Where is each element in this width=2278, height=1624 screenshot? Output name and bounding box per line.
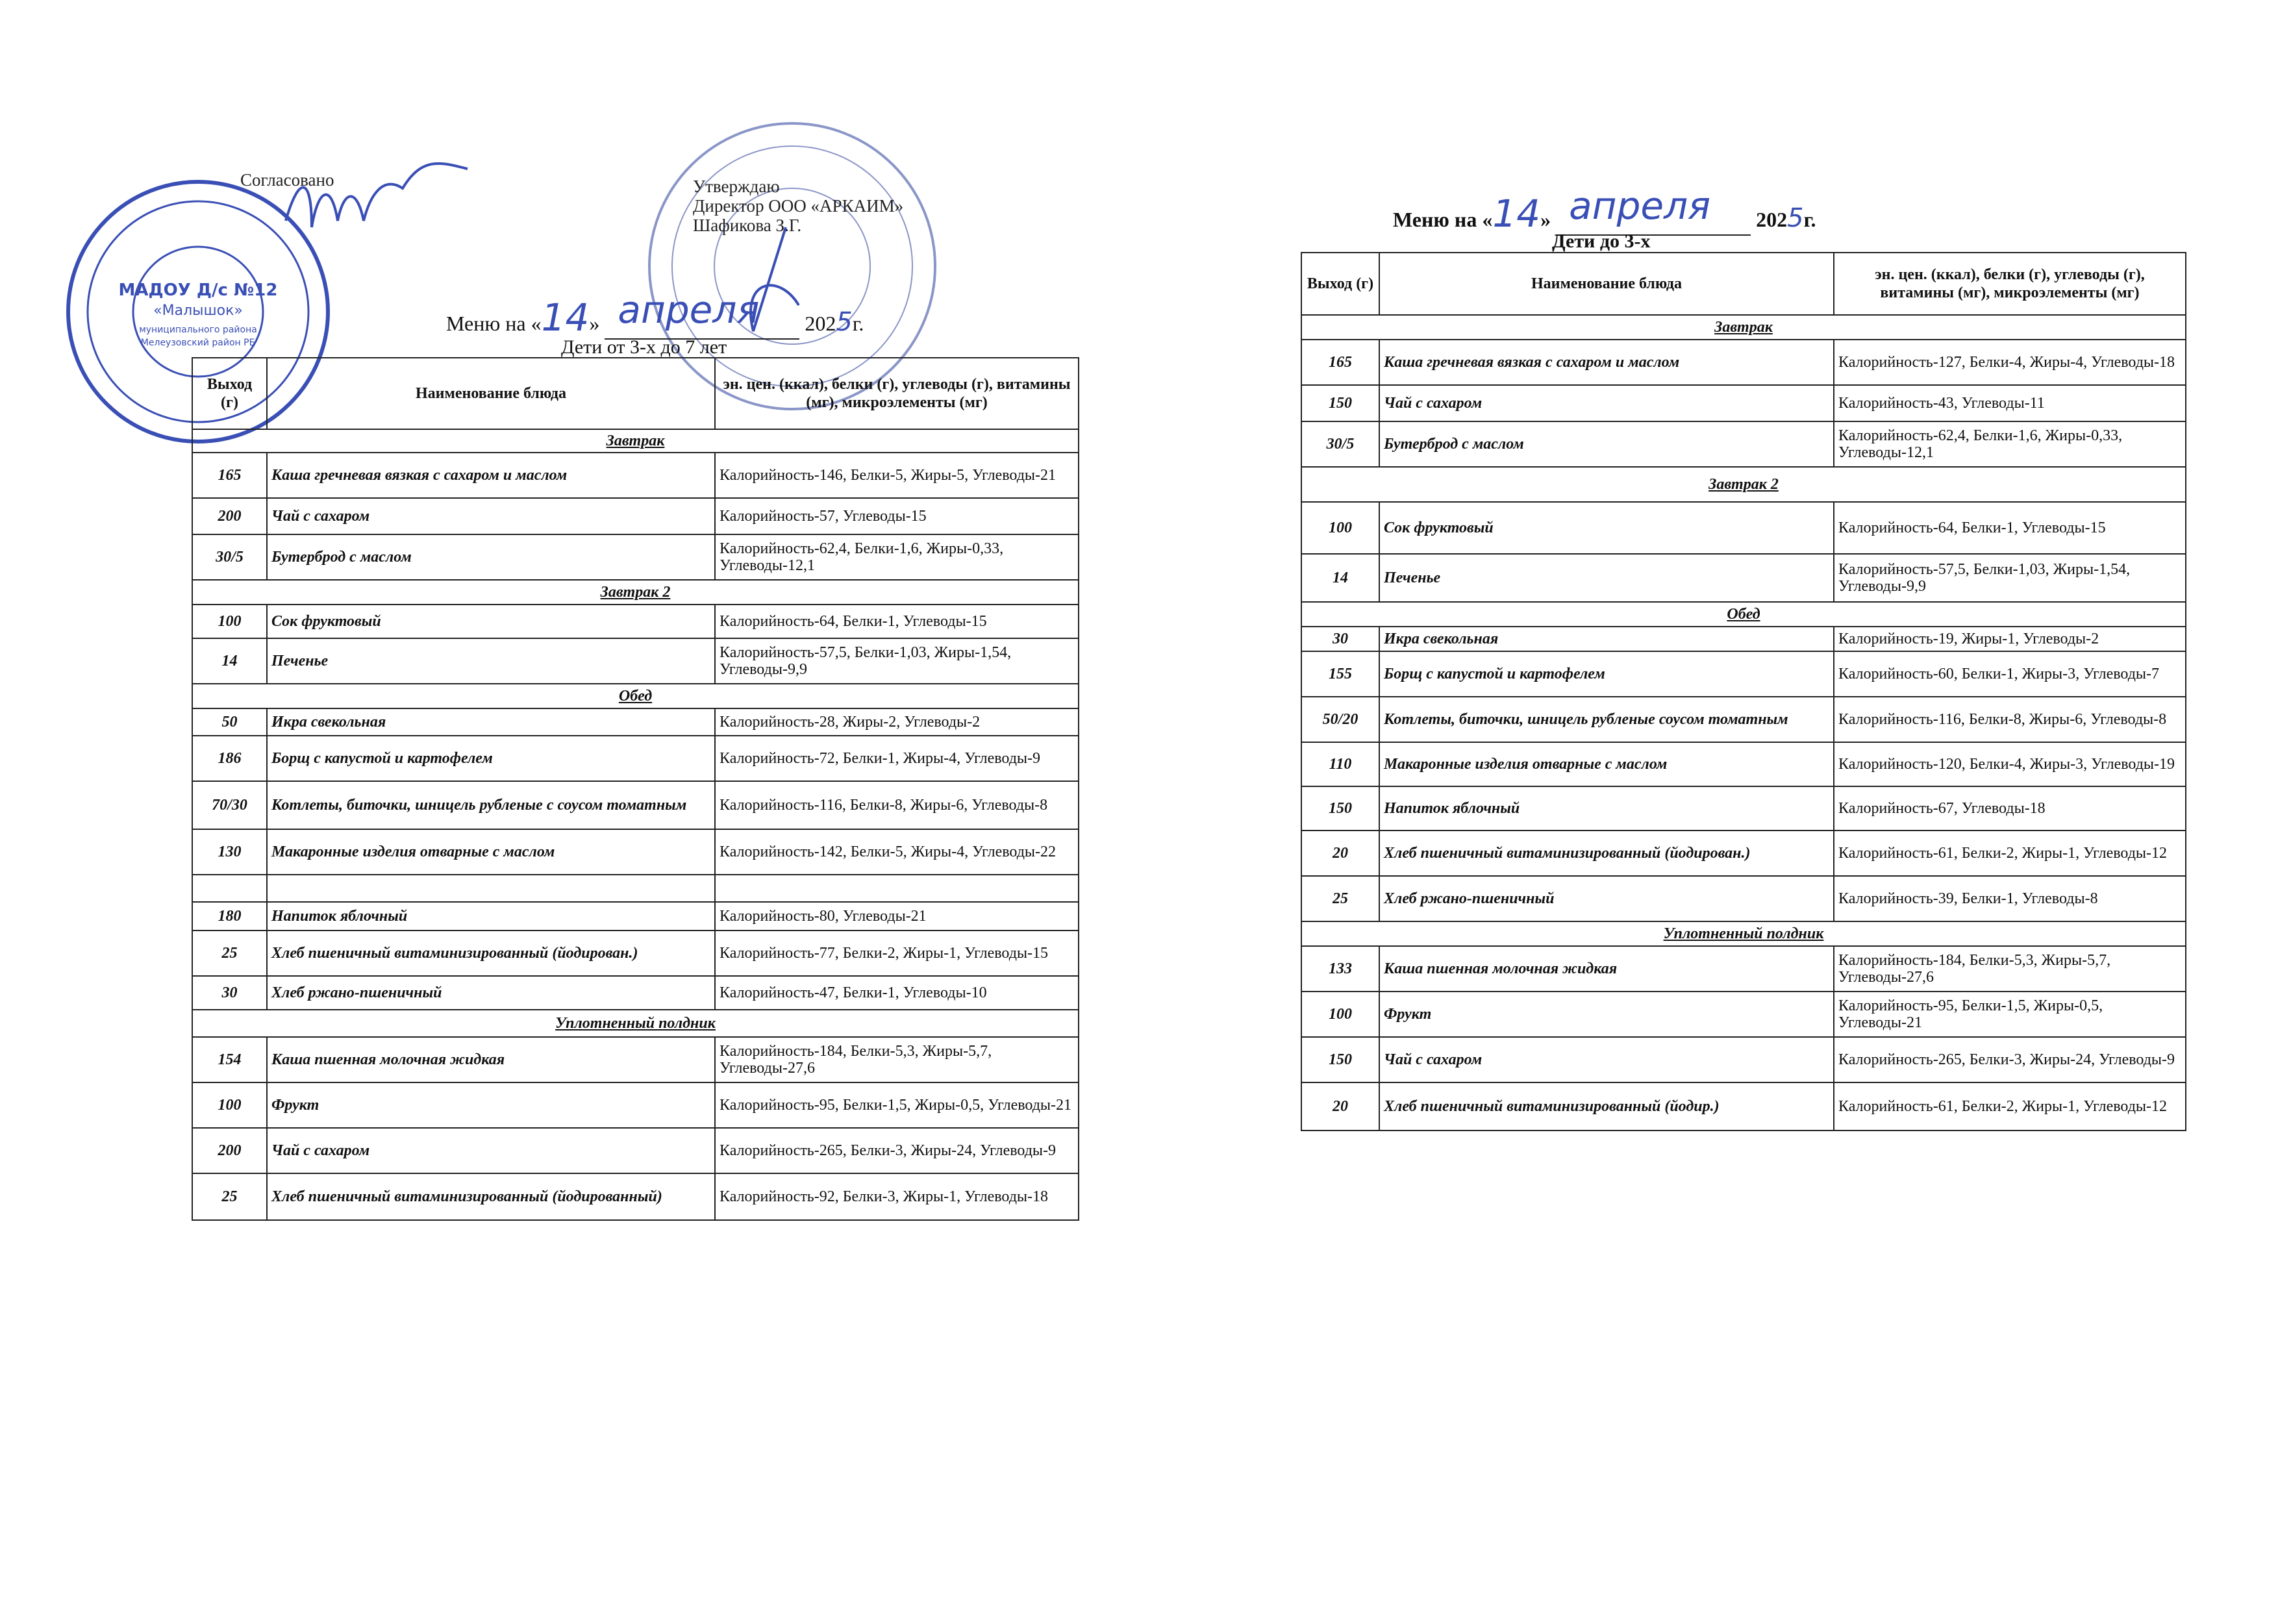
nutrition-cell: Калорийность-80, Углеводы-21 [715, 902, 1079, 931]
nutrition-cell: Калорийность-92, Белки-3, Жиры-1, Углеводы-18 [715, 1173, 1079, 1220]
dish-cell: Каша гречневая вязкая с сахаром и маслом [1379, 340, 1834, 385]
dish-cell: Каша пшенная молочная жидкая [1379, 946, 1834, 992]
left-menu-prefix: Меню на « [446, 312, 542, 335]
svg-text:МАДОУ Д/с №12: МАДОУ Д/с №12 [118, 281, 278, 300]
section-row [192, 429, 1079, 453]
right-date-suffix: 202 [1756, 208, 1788, 231]
left-date-mid: » [589, 312, 600, 335]
nutrition-cell [715, 875, 1079, 902]
table-row [1301, 385, 2186, 421]
right-header-row [1301, 253, 2186, 315]
left-month-line [605, 288, 799, 340]
dish-cell: Хлеб пшеничный витаминизированный (йодирован.) [267, 931, 715, 976]
output-cell: 100 [192, 1082, 267, 1128]
dish-cell: Чай с сахаром [267, 1128, 715, 1173]
nutrition-cell: Калорийность-39, Белки-1, Углеводы-8 [1834, 876, 2186, 921]
nutrition-cell: Калорийность-62,4, Белки-1,6, Жиры-0,33, Углеводы-12,1 [1834, 421, 2186, 467]
table-row [192, 1173, 1079, 1220]
table-row [1301, 340, 2186, 385]
section-title: Обед [192, 684, 1079, 708]
right-subtitle: Дети до 3-х [1552, 231, 1651, 252]
table-row [192, 781, 1079, 829]
right-date-mid: » [1540, 208, 1551, 231]
table-row [1301, 502, 2186, 554]
table-row [1301, 742, 2186, 786]
left-date-suffix: 202 [805, 312, 836, 335]
dish-cell: Напиток яблочный [267, 902, 715, 931]
svg-text:Мелеузовский район РБ: Мелеузовский район РБ [140, 338, 256, 348]
output-cell: 130 [192, 829, 267, 875]
nutrition-cell: Калорийность-116, Белки-8, Жиры-6, Углеводы-8 [1834, 697, 2186, 742]
dish-cell: Каша пшенная молочная жидкая [267, 1037, 715, 1082]
right-date-month: апреля [1569, 184, 1711, 228]
table-row [1301, 1037, 2186, 1082]
table-row [1301, 421, 2186, 467]
table-row [1301, 946, 2186, 992]
output-cell: 133 [1301, 946, 1379, 992]
output-cell: 200 [192, 498, 267, 534]
section-row [1301, 315, 2186, 340]
output-cell: 25 [192, 931, 267, 976]
output-cell: 14 [1301, 554, 1379, 602]
table-row [192, 605, 1079, 638]
nutrition-cell: Калорийность-62,4, Белки-1,6, Жиры-0,33, Углеводы-12,1 [715, 534, 1079, 580]
output-cell: 70/30 [192, 781, 267, 829]
output-cell [192, 875, 267, 902]
nutrition-cell: Калорийность-184, Белки-5,3, Жиры-5,7, Углеводы-27,6 [715, 1037, 1079, 1082]
table-row [1301, 876, 2186, 921]
nutrition-cell: Калорийность-60, Белки-1, Жиры-3, Углеводы-7 [1834, 651, 2186, 697]
dish-cell: Макаронные изделия отварные с маслом [1379, 742, 1834, 786]
left-date-day: 14 [541, 295, 590, 340]
output-cell: 186 [192, 736, 267, 781]
left-header-row [192, 358, 1079, 429]
section-row [1301, 921, 2186, 946]
right-menu-heading [1393, 184, 1816, 236]
dish-cell: Бутерброд с маслом [1379, 421, 1834, 467]
output-cell: 30 [1301, 627, 1379, 651]
left-year-end: г. [852, 312, 864, 335]
dish-cell: Фрукт [267, 1082, 715, 1128]
right-header-output: Выход (г) [1301, 253, 1379, 315]
dish-cell: Чай с сахаром [1379, 1037, 1834, 1082]
table-row [192, 931, 1079, 976]
nutrition-cell: Калорийность-61, Белки-2, Жиры-1, Углеводы-12 [1834, 831, 2186, 876]
table-row [192, 976, 1079, 1010]
dish-cell: Напиток яблочный [1379, 786, 1834, 831]
output-cell: 30 [192, 976, 267, 1010]
output-cell: 165 [1301, 340, 1379, 385]
nutrition-cell: Калорийность-265, Белки-3, Жиры-24, Углеводы-9 [1834, 1037, 2186, 1082]
table-row [1301, 697, 2186, 742]
approval-block [693, 177, 903, 235]
svg-text:«Малышок»: «Малышок» [153, 303, 243, 319]
dish-cell: Сок фруктовый [267, 605, 715, 638]
output-cell: 100 [192, 605, 267, 638]
section-title: Завтрак [192, 429, 1079, 453]
nutrition-cell: Калорийность-127, Белки-4, Жиры-4, Углеводы-18 [1834, 340, 2186, 385]
output-cell: 20 [1301, 1082, 1379, 1131]
dish-cell: Хлеб ржано-пшеничный [1379, 876, 1834, 921]
output-cell: 30/5 [1301, 421, 1379, 467]
nutrition-cell: Калорийность-57,5, Белки-1,03, Жиры-1,54, Углеводы-9,9 [1834, 554, 2186, 602]
dish-cell: Икра свекольная [267, 708, 715, 736]
table-row [192, 1082, 1079, 1128]
dish-cell: Икра свекольная [1379, 627, 1834, 651]
table-row [192, 902, 1079, 931]
svg-text:муниципального района: муниципального района [139, 325, 257, 335]
table-row [192, 736, 1079, 781]
section-row [192, 580, 1079, 605]
left-menu-heading [446, 288, 864, 340]
table-row [192, 708, 1079, 736]
output-cell: 25 [1301, 876, 1379, 921]
table-row [1301, 651, 2186, 697]
output-cell: 200 [192, 1128, 267, 1173]
table-row [1301, 627, 2186, 651]
director-line: Директор ООО «АРКАИМ» [693, 196, 904, 216]
section-row [1301, 467, 2186, 502]
output-cell: 25 [192, 1173, 267, 1220]
table-row [192, 638, 1079, 684]
output-cell: 150 [1301, 786, 1379, 831]
output-cell: 30/5 [192, 534, 267, 580]
output-cell: 150 [1301, 1037, 1379, 1082]
table-row [192, 1037, 1079, 1082]
dish-cell: Чай с сахаром [1379, 385, 1834, 421]
table-row [1301, 786, 2186, 831]
dish-cell: Хлеб пшеничный витаминизированный (йодированный) [267, 1173, 715, 1220]
table-row [1301, 831, 2186, 876]
right-date-day: 14 [1492, 192, 1541, 236]
nutrition-cell: Калорийность-95, Белки-1,5, Жиры-0,5, Углеводы-21 [715, 1082, 1079, 1128]
table-row [192, 875, 1079, 902]
output-cell: 150 [1301, 385, 1379, 421]
section-title: Уплотненный полдник [1301, 921, 2186, 946]
nutrition-cell: Калорийность-64, Белки-1, Углеводы-15 [1834, 502, 2186, 554]
output-cell: 100 [1301, 992, 1379, 1037]
dish-cell: Макаронные изделия отварные с маслом [267, 829, 715, 875]
right-year-end: г. [1803, 208, 1816, 231]
dish-cell: Хлеб ржано-пшеничный [267, 976, 715, 1010]
output-cell: 14 [192, 638, 267, 684]
section-title: Завтрак 2 [192, 580, 1079, 605]
output-cell: 180 [192, 902, 267, 931]
nutrition-cell: Калорийность-57, Углеводы-15 [715, 498, 1079, 534]
section-title: Завтрак 2 [1301, 467, 2186, 502]
section-title: Обед [1301, 602, 2186, 627]
left-menu-table [192, 357, 1079, 1221]
nutrition-cell: Калорийность-61, Белки-2, Жиры-1, Углеводы-12 [1834, 1082, 2186, 1131]
nutrition-cell: Калорийность-28, Жиры-2, Углеводы-2 [715, 708, 1079, 736]
section-row [192, 684, 1079, 708]
dish-cell [267, 875, 715, 902]
dish-cell: Фрукт [1379, 992, 1834, 1037]
section-title: Завтрак [1301, 315, 2186, 340]
left-signature [273, 149, 481, 253]
output-cell: 110 [1301, 742, 1379, 786]
nutrition-cell: Калорийность-72, Белки-1, Жиры-4, Углеводы-9 [715, 736, 1079, 781]
output-cell: 50 [192, 708, 267, 736]
dish-cell: Хлеб пшеничный витаминизированный (йодир.) [1379, 1082, 1834, 1131]
left-subtitle: Дети от 3-х до 7 лет [561, 336, 727, 358]
nutrition-cell: Калорийность-146, Белки-5, Жиры-5, Углеводы-21 [715, 453, 1079, 498]
dish-cell: Хлеб пшеничный витаминизированный (йодирован.) [1379, 831, 1834, 876]
output-cell: 100 [1301, 502, 1379, 554]
right-menu-table [1301, 252, 2186, 1131]
nutrition-cell: Калорийность-95, Белки-1,5, Жиры-0,5, Углеводы-21 [1834, 992, 2186, 1037]
section-title: Уплотненный полдник [192, 1010, 1079, 1037]
dish-cell: Борщ с капустой и картофелем [1379, 651, 1834, 697]
table-row [192, 534, 1079, 580]
nutrition-cell: Калорийность-120, Белки-4, Жиры-3, Углеводы-19 [1834, 742, 2186, 786]
nutrition-cell: Калорийность-19, Жиры-1, Углеводы-2 [1834, 627, 2186, 651]
output-cell: 50/20 [1301, 697, 1379, 742]
dish-cell: Котлеты, биточки, шницель рубленые с соусом томатным [267, 781, 715, 829]
nutrition-cell: Калорийность-57,5, Белки-1,03, Жиры-1,54, Углеводы-9,9 [715, 638, 1079, 684]
left-header-dish: Наименование блюда [267, 358, 715, 429]
approve-label: Утверждаю [693, 177, 780, 196]
left-header-nutrition: эн. цен. (ккал), белки (г), углеводы (г), витамины (мг), микроэлементы (мг) [715, 358, 1079, 429]
agreed-label: Согласовано [240, 170, 334, 190]
nutrition-cell: Калорийность-47, Белки-1, Углеводы-10 [715, 976, 1079, 1010]
left-year-digit: 5 [836, 307, 853, 337]
left-header-output: Выход (г) [192, 358, 267, 429]
nutrition-cell: Калорийность-43, Углеводы-11 [1834, 385, 2186, 421]
table-row [192, 498, 1079, 534]
nutrition-cell: Калорийность-142, Белки-5, Жиры-4, Углеводы-22 [715, 829, 1079, 875]
dish-cell: Чай с сахаром [267, 498, 715, 534]
dish-cell: Борщ с капустой и картофелем [267, 736, 715, 781]
nutrition-cell: Калорийность-64, Белки-1, Углеводы-15 [715, 605, 1079, 638]
nutrition-cell: Калорийность-265, Белки-3, Жиры-24, Углеводы-9 [715, 1128, 1079, 1173]
table-row [1301, 1082, 2186, 1131]
table-row [192, 829, 1079, 875]
table-row [192, 453, 1079, 498]
nutrition-cell: Калорийность-116, Белки-8, Жиры-6, Углеводы-8 [715, 781, 1079, 829]
table-row [1301, 554, 2186, 602]
output-cell: 154 [192, 1037, 267, 1082]
nutrition-cell: Калорийность-184, Белки-5,3, Жиры-5,7, Углеводы-27,6 [1834, 946, 2186, 992]
dish-cell: Котлеты, биточки, шницель рубленые соусом томатным [1379, 697, 1834, 742]
dish-cell: Печенье [267, 638, 715, 684]
nutrition-cell: Калорийность-77, Белки-2, Жиры-1, Углеводы-15 [715, 931, 1079, 976]
dish-cell: Бутерброд с маслом [267, 534, 715, 580]
section-row [192, 1010, 1079, 1037]
right-header-nutrition: эн. цен. (ккал), белки (г), углеводы (г), витамины (мг), микроэлементы (мг) [1834, 253, 2186, 315]
left-date-month: апреля [618, 288, 760, 332]
right-header-dish: Наименование блюда [1379, 253, 1834, 315]
table-row [192, 1128, 1079, 1173]
dish-cell: Печенье [1379, 554, 1834, 602]
right-year-digit: 5 [1787, 203, 1804, 233]
output-cell: 165 [192, 453, 267, 498]
director-name: Шафикова З.Г. [693, 216, 802, 235]
section-row [1301, 602, 2186, 627]
nutrition-cell: Калорийность-67, Углеводы-18 [1834, 786, 2186, 831]
dish-cell: Сок фруктовый [1379, 502, 1834, 554]
dish-cell: Каша гречневая вязкая с сахаром и маслом [267, 453, 715, 498]
table-row [1301, 992, 2186, 1037]
right-menu-prefix: Меню на « [1393, 208, 1493, 231]
output-cell: 20 [1301, 831, 1379, 876]
output-cell: 155 [1301, 651, 1379, 697]
